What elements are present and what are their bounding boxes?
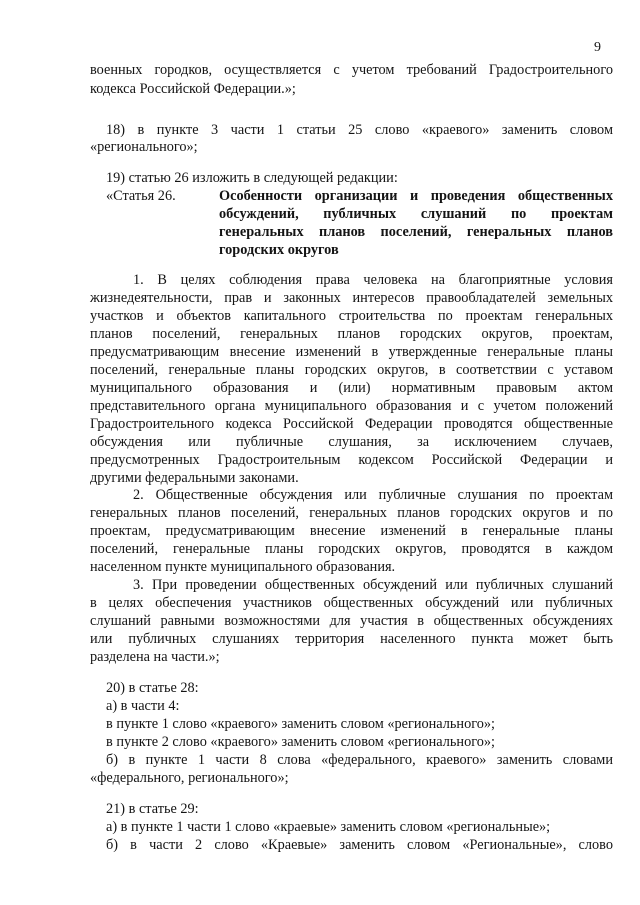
text-line: поселений, генеральные планы городских округов, проводятся в каждом (90, 541, 613, 557)
page-number: 9 (594, 40, 601, 55)
text-line: «федерального, регионального»; (90, 770, 289, 786)
text-line: предусматривающим внесение изменений в утвержденные генеральные планы (90, 344, 613, 360)
text-line: «регионального»; (90, 139, 198, 155)
text-line: слушаний равными возможностями для участия в общественных обсуждениях (90, 613, 613, 629)
text-line: 2. Общественные обсуждения или публичные слушания по проектам (133, 487, 613, 503)
text-line: б) в пункте 1 части 8 слова «федерального, краевого» заменить словами (106, 752, 613, 768)
text-line: участков и объектов капитального строительства по проектам генеральных (90, 308, 613, 324)
article-heading: обсуждений, публичных слушаний по проектам (219, 206, 613, 222)
text-line: Градостроительного кодекса Российской Федерации проводятся общественные (90, 416, 613, 432)
text-line: другими федеральными законами. (90, 470, 299, 486)
text-line: кодекса Российской Федерации.»; (90, 81, 296, 97)
text-line: жизнедеятельности, прав и законных интересов правообладателей земельных (90, 290, 613, 306)
text-line: представительного органа муниципального образования и с учетом положений (90, 398, 613, 414)
text-line: обсуждения или публичные слушания, за исключением случаев, (90, 434, 613, 450)
article-label: «Статья 26. (106, 188, 176, 204)
text-line: военных городков, осуществляется с учетом требований Градостроительного (90, 62, 613, 78)
text-line: б) в части 2 слово «Краевые» заменить словом «Региональные», слово (106, 837, 613, 853)
text-line: или публичных слушаниях территория населенного пункта может быть (90, 631, 613, 647)
article-heading: Особенности организации и проведения общественных (219, 188, 613, 204)
article-heading: генеральных планов поселений, генеральных планов (219, 224, 613, 240)
text-line: планов поселений, генеральных планов городских округов, проектам, (90, 326, 613, 342)
text-line: 18) в пункте 3 части 1 статьи 25 слово «краевого» заменить словом (106, 122, 613, 138)
text-line: 20) в статье 28: (106, 680, 199, 696)
text-line: в целях обеспечения участников общественных обсуждений или публичных (90, 595, 613, 611)
text-line: муниципального образования и (или) нормативным правовым актом (90, 380, 613, 396)
text-line: разделена на части.»; (90, 649, 220, 665)
text-line: в пункте 1 слово «краевого» заменить словом «регионального»; (106, 716, 496, 732)
text-line: 19) статью 26 изложить в следующей редакции: (106, 170, 398, 186)
text-line: а) в части 4: (106, 698, 180, 714)
text-line: 3. При проведении общественных обсуждений или публичных слушаний (133, 577, 613, 593)
text-line: населенном пункте муниципального образования. (90, 559, 396, 575)
text-line: генеральных планов поселений, генеральных планов городских округов и по (90, 505, 613, 521)
text-line: а) в пункте 1 части 1 слово «краевые» заменить словом «региональные»; (106, 819, 551, 835)
article-heading: городских округов (219, 242, 339, 258)
text-line: проектам, предусматривающим внесение изменений в генеральные планы (90, 523, 613, 539)
text-line: предусмотренных Градостроительным кодексом Российской Федерации и (90, 452, 613, 468)
text-line: поселений, генеральные планы городских округов, в соответствии с уставом (90, 362, 613, 378)
text-line: в пункте 2 слово «краевого» заменить словом «регионального»; (106, 734, 496, 750)
text-line: 1. В целях соблюдения права человека на благоприятные условия (133, 272, 613, 288)
text-line: 21) в статье 29: (106, 801, 199, 817)
